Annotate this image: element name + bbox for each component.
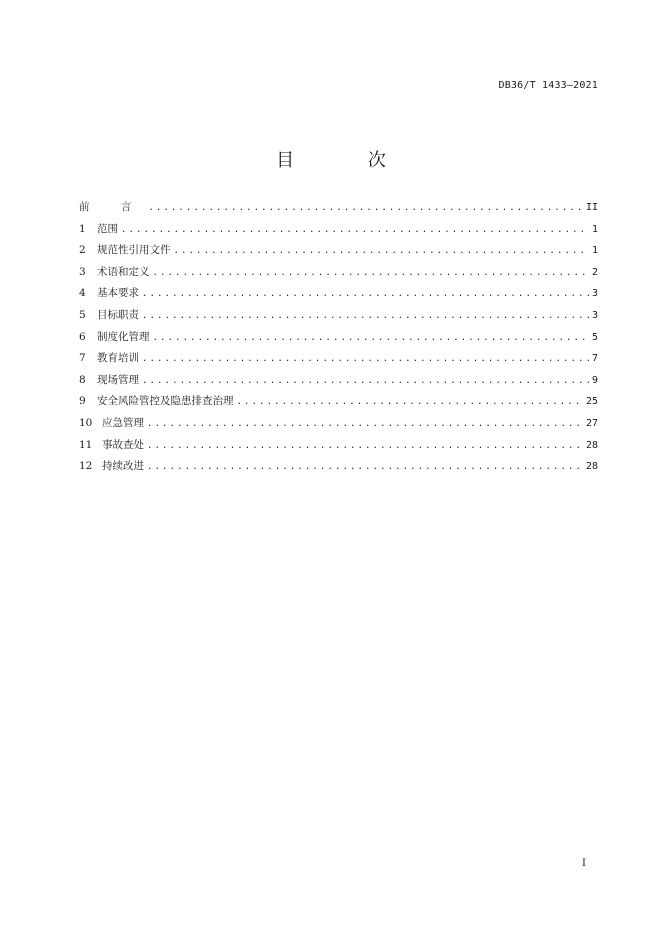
- toc-leader-dots: [142, 287, 589, 301]
- toc-entry-6[interactable]: [79, 330, 598, 352]
- toc-leader-dots: [174, 244, 589, 258]
- toc-entry-number: 6: [79, 330, 86, 343]
- toc-entry-number: 12: [79, 460, 93, 473]
- toc-leader-dots: [147, 439, 583, 453]
- document-code: DB36/T 1433—2021: [498, 80, 598, 91]
- toc-entry-number: 3: [79, 265, 86, 278]
- toc-entry-number: 10: [79, 416, 93, 429]
- toc-entry-label: 规范性引用文件: [97, 244, 171, 257]
- table-of-contents: [79, 200, 598, 481]
- toc-entry-page: 5: [591, 331, 598, 343]
- toc-entry-page: 28: [585, 439, 598, 451]
- toc-leader-dots: [142, 309, 589, 323]
- toc-entry-page: 3: [591, 309, 598, 321]
- toc-entry-page: 1: [591, 223, 598, 235]
- toc-entry-label: 目标职责: [97, 308, 139, 321]
- toc-entry-page: II: [585, 202, 598, 213]
- toc-entry-label: 事故查处: [102, 438, 144, 451]
- toc-entry-page: 3: [591, 288, 598, 300]
- toc-entry-8[interactable]: [79, 373, 598, 395]
- toc-entry-7[interactable]: [79, 351, 598, 373]
- toc-entry-label: 教育培训: [97, 352, 139, 365]
- toc-entry-3[interactable]: [79, 265, 598, 287]
- toc-entry-page: 25: [585, 396, 598, 408]
- toc-entry-label: 现场管理: [97, 373, 139, 386]
- toc-leader-dots: [147, 417, 583, 431]
- toc-entry-page: 7: [591, 353, 598, 365]
- toc-entry-1[interactable]: [79, 222, 598, 244]
- toc-entry-label: 术语和定义: [97, 265, 150, 278]
- toc-leader-dots: [142, 352, 589, 366]
- toc-entry-label: 安全风险管控及隐患排查治理: [97, 395, 234, 408]
- toc-entry-foreword[interactable]: [79, 200, 598, 222]
- toc-leader-dots: [147, 460, 583, 474]
- toc-entry-number: 11: [79, 438, 93, 451]
- toc-entry-page: 1: [591, 245, 598, 257]
- toc-entry-number: 2: [79, 244, 86, 257]
- toc-entry-label: 前 言: [79, 201, 146, 213]
- toc-entry-label: 应急管理: [102, 416, 144, 429]
- toc-entry-page: 27: [585, 417, 598, 429]
- toc-leader-dots: [237, 395, 583, 409]
- toc-entry-number: 4: [79, 287, 86, 300]
- toc-entry-number: 9: [79, 395, 86, 408]
- toc-entry-page: 28: [585, 461, 598, 473]
- toc-leader-dots: [121, 223, 589, 237]
- toc-entry-number: 1: [79, 222, 86, 235]
- toc-entry-4[interactable]: [79, 286, 598, 308]
- page-number: I: [582, 858, 586, 869]
- toc-entry-label: 制度化管理: [97, 330, 150, 343]
- toc-entry-label: 范围: [97, 222, 118, 235]
- toc-entry-label: 持续改进: [102, 460, 144, 473]
- toc-entry-12[interactable]: [79, 459, 598, 481]
- toc-leader-dots: [153, 266, 589, 280]
- toc-entry-11[interactable]: [79, 438, 598, 460]
- toc-entry-number: 8: [79, 373, 86, 386]
- toc-entry-label: 基本要求: [97, 287, 139, 300]
- toc-title: 目 次: [276, 150, 420, 171]
- toc-entry-5[interactable]: [79, 308, 598, 330]
- toc-entry-page: 9: [591, 374, 598, 386]
- toc-entry-10[interactable]: [79, 416, 598, 438]
- toc-leader-dots: [142, 374, 589, 388]
- toc-entry-9[interactable]: [79, 394, 598, 416]
- toc-entry-page: 2: [591, 266, 598, 278]
- toc-leader-dots: [153, 331, 589, 345]
- toc-entry-2[interactable]: [79, 243, 598, 265]
- toc-entry-number: 7: [79, 352, 86, 365]
- toc-leader-dots: [148, 201, 583, 215]
- toc-entry-number: 5: [79, 308, 86, 321]
